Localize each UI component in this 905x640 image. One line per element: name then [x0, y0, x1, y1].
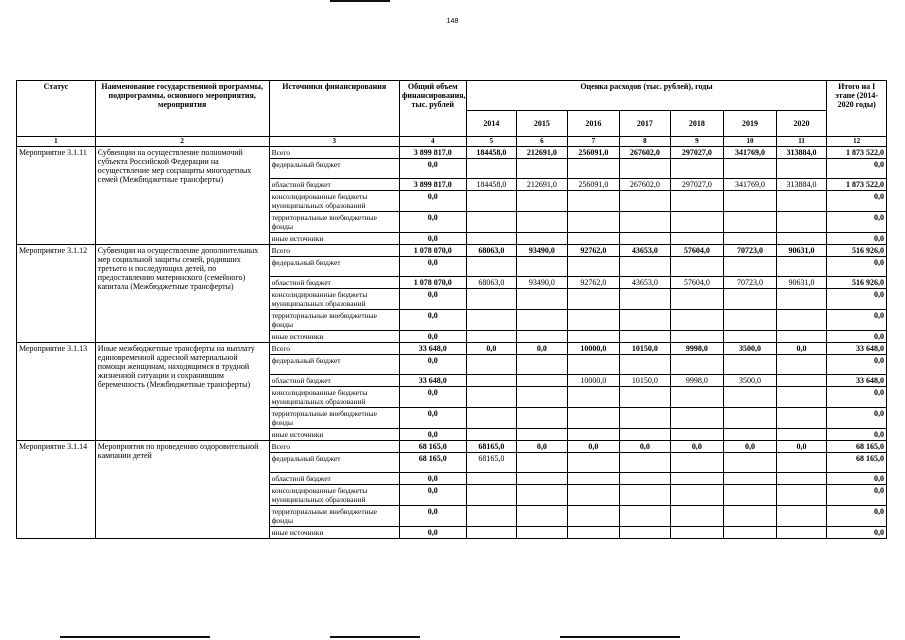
result-cell: 1 873 522,0	[827, 179, 887, 191]
year-value-cell: 9998,0	[670, 343, 724, 355]
year-value-cell	[517, 453, 568, 473]
scan-artifact-bottom-3	[560, 636, 680, 638]
year-value-cell	[567, 473, 620, 485]
source-cell: федеральный бюджет	[269, 257, 399, 277]
year-value-cell: 3500,0	[724, 343, 777, 355]
year-value-cell	[466, 331, 517, 343]
total-cell: 0,0	[399, 310, 466, 331]
scan-artifact-top	[330, 0, 390, 2]
table-body	[17, 147, 887, 539]
result-cell: 0,0	[827, 191, 887, 212]
year-value-cell	[466, 473, 517, 485]
year-value-cell	[567, 387, 620, 408]
header-total: Общий объем финансирования, тыс. рублей	[399, 81, 466, 137]
year-value-cell: 90631,0	[776, 277, 827, 289]
year-value-cell	[724, 387, 777, 408]
result-cell: 0,0	[827, 429, 887, 441]
total-cell: 0,0	[399, 506, 466, 527]
year-value-cell	[466, 408, 517, 429]
total-cell: 0,0	[399, 212, 466, 233]
year-value-cell	[567, 289, 620, 310]
result-cell: 0,0	[827, 257, 887, 277]
year-value-cell	[670, 506, 724, 527]
result-cell: 33 648,0	[827, 375, 887, 387]
name-cell: Субвенции на осуществление полномочий субъекта Российской Федерации на осуществление мер соцзащиты многодетных семей (Межбюджетные трансферты)	[95, 147, 269, 245]
result-cell: 0,0	[827, 506, 887, 527]
year-value-cell: 267602,0	[620, 147, 671, 159]
source-cell: Всего	[269, 147, 399, 159]
year-value-cell	[776, 355, 827, 375]
year-header-2015: 2015	[517, 111, 568, 137]
total-cell: 0,0	[399, 408, 466, 429]
year-value-cell	[724, 485, 777, 506]
source-cell: консолидированные бюджеты муниципальных образований	[269, 191, 399, 212]
year-value-cell: 0,0	[776, 343, 827, 355]
year-value-cell	[466, 310, 517, 331]
source-cell: консолидированные бюджеты муниципальных образований	[269, 485, 399, 506]
column-index-5: 5	[466, 137, 517, 147]
year-value-cell	[567, 159, 620, 179]
year-value-cell	[724, 453, 777, 473]
year-value-cell	[670, 257, 724, 277]
result-cell: 0,0	[827, 527, 887, 539]
year-header-2014: 2014	[466, 111, 517, 137]
year-value-cell	[670, 527, 724, 539]
year-value-cell	[620, 191, 671, 212]
column-index-10: 10	[724, 137, 777, 147]
source-cell: иные источники	[269, 429, 399, 441]
year-value-cell	[670, 233, 724, 245]
total-cell: 0,0	[399, 473, 466, 485]
year-value-cell: 184458,0	[466, 147, 517, 159]
year-value-cell: 92762,0	[567, 245, 620, 257]
year-value-cell: 0,0	[517, 441, 568, 453]
year-value-cell: 0,0	[567, 441, 620, 453]
year-value-cell	[517, 212, 568, 233]
year-value-cell	[776, 485, 827, 506]
year-value-cell	[776, 408, 827, 429]
source-cell: областной бюджет	[269, 277, 399, 289]
year-value-cell	[670, 212, 724, 233]
year-value-cell	[776, 453, 827, 473]
year-value-cell	[620, 429, 671, 441]
total-cell: 1 078 070,0	[399, 245, 466, 257]
result-cell: 0,0	[827, 310, 887, 331]
year-value-cell	[620, 310, 671, 331]
year-value-cell	[670, 408, 724, 429]
source-cell: иные источники	[269, 527, 399, 539]
result-cell: 33 648,0	[827, 343, 887, 355]
year-value-cell: 90631,0	[776, 245, 827, 257]
result-cell: 0,0	[827, 212, 887, 233]
year-value-cell	[776, 310, 827, 331]
year-value-cell: 9998,0	[670, 375, 724, 387]
year-value-cell	[724, 233, 777, 245]
year-value-cell	[517, 473, 568, 485]
year-value-cell	[567, 408, 620, 429]
year-value-cell	[466, 429, 517, 441]
year-value-cell: 0,0	[517, 343, 568, 355]
source-cell: консолидированные бюджеты муниципальных образований	[269, 387, 399, 408]
year-value-cell: 0,0	[670, 441, 724, 453]
result-cell: 0,0	[827, 485, 887, 506]
year-value-cell	[724, 289, 777, 310]
year-value-cell	[466, 159, 517, 179]
source-cell: областной бюджет	[269, 473, 399, 485]
column-index-3: 3	[269, 137, 399, 147]
year-value-cell	[466, 289, 517, 310]
result-cell: 0,0	[827, 473, 887, 485]
year-value-cell	[724, 159, 777, 179]
year-value-cell	[517, 387, 568, 408]
source-cell: Всего	[269, 245, 399, 257]
column-index-12: 12	[827, 137, 887, 147]
source-cell: федеральный бюджет	[269, 159, 399, 179]
year-value-cell	[620, 485, 671, 506]
year-value-cell	[466, 212, 517, 233]
year-value-cell	[776, 233, 827, 245]
page-number: 148	[446, 18, 459, 25]
name-cell: Иные межбюджетные трансферты на выплату единовременной адресной материальной помощи женщинам, находящимся в трудной жизненной ситуации и сохранившим беременность (Межбюджетные трансферты)	[95, 343, 269, 441]
year-value-cell	[670, 453, 724, 473]
year-value-cell	[776, 375, 827, 387]
header-sources: Источники финансирования	[269, 81, 399, 137]
status-cell: Мероприятие 3.1.11	[17, 147, 96, 245]
year-value-cell	[466, 506, 517, 527]
source-cell: федеральный бюджет	[269, 355, 399, 375]
year-value-cell	[517, 429, 568, 441]
result-cell: 516 926,0	[827, 277, 887, 289]
name-cell: Мероприятия по проведению оздоровительной кампании детей	[95, 441, 269, 539]
year-value-cell	[670, 159, 724, 179]
column-index-8: 8	[620, 137, 671, 147]
year-value-cell	[670, 355, 724, 375]
source-cell: иные источники	[269, 331, 399, 343]
total-cell: 0,0	[399, 289, 466, 310]
year-value-cell	[620, 387, 671, 408]
year-value-cell	[567, 453, 620, 473]
source-cell: Всего	[269, 343, 399, 355]
year-value-cell: 93490,0	[517, 277, 568, 289]
year-value-cell	[776, 429, 827, 441]
year-value-cell	[517, 159, 568, 179]
year-value-cell: 10000,0	[567, 343, 620, 355]
year-value-cell	[724, 355, 777, 375]
total-cell: 68 165,0	[399, 441, 466, 453]
source-cell: федеральный бюджет	[269, 453, 399, 473]
total-cell: 0,0	[399, 527, 466, 539]
year-value-cell	[567, 331, 620, 343]
year-value-cell	[466, 355, 517, 375]
year-value-cell: 0,0	[466, 343, 517, 355]
year-value-cell	[466, 233, 517, 245]
year-value-cell: 70723,0	[724, 245, 777, 257]
result-cell: 0,0	[827, 233, 887, 245]
year-value-cell	[620, 257, 671, 277]
year-value-cell	[567, 506, 620, 527]
total-cell: 0,0	[399, 355, 466, 375]
year-value-cell	[517, 289, 568, 310]
year-value-cell	[724, 527, 777, 539]
header-name: Наименование государственной программы, подпрограммы, основного мероприятия, мероприятия	[95, 81, 269, 137]
total-cell: 0,0	[399, 257, 466, 277]
year-value-cell	[670, 387, 724, 408]
status-cell: Мероприятие 3.1.13	[17, 343, 96, 441]
column-index-7: 7	[567, 137, 620, 147]
year-value-cell	[724, 408, 777, 429]
year-value-cell: 0,0	[776, 441, 827, 453]
year-value-cell	[670, 310, 724, 331]
year-value-cell	[724, 310, 777, 331]
year-value-cell	[466, 191, 517, 212]
result-cell: 0,0	[827, 159, 887, 179]
year-value-cell	[466, 387, 517, 408]
table-row	[17, 343, 887, 355]
budget-table	[16, 80, 887, 539]
year-value-cell	[567, 212, 620, 233]
total-cell: 3 899 817,0	[399, 179, 466, 191]
result-cell: 0,0	[827, 387, 887, 408]
year-value-cell	[776, 289, 827, 310]
year-value-cell	[517, 257, 568, 277]
year-value-cell	[517, 506, 568, 527]
year-value-cell	[724, 506, 777, 527]
year-value-cell: 68063,0	[466, 245, 517, 257]
year-value-cell: 3500,0	[724, 375, 777, 387]
year-value-cell	[620, 506, 671, 527]
year-value-cell	[776, 191, 827, 212]
name-cell: Субвенции на осуществление дополнительных мер социальной защиты семей, родивших третьего и последующих детей, по предоставлению материнского (семейного) капитала (Межбюджетные трансферты)	[95, 245, 269, 343]
source-cell: территориальные внебюджетные фонды	[269, 212, 399, 233]
year-value-cell	[466, 375, 517, 387]
year-value-cell: 212691,0	[517, 147, 568, 159]
result-cell: 0,0	[827, 408, 887, 429]
year-value-cell	[466, 527, 517, 539]
status-cell: Мероприятие 3.1.14	[17, 441, 96, 539]
year-value-cell	[517, 408, 568, 429]
year-value-cell	[776, 212, 827, 233]
year-value-cell: 0,0	[620, 441, 671, 453]
year-value-cell	[776, 473, 827, 485]
result-cell: 0,0	[827, 355, 887, 375]
result-cell: 0,0	[827, 289, 887, 310]
year-value-cell: 184458,0	[466, 179, 517, 191]
year-value-cell	[670, 473, 724, 485]
table-row	[17, 147, 887, 159]
year-value-cell	[724, 473, 777, 485]
source-cell: Всего	[269, 441, 399, 453]
total-cell: 33 648,0	[399, 343, 466, 355]
year-value-cell: 10150,0	[620, 375, 671, 387]
year-value-cell	[670, 289, 724, 310]
year-value-cell: 43653,0	[620, 245, 671, 257]
total-cell: 0,0	[399, 159, 466, 179]
year-value-cell: 92762,0	[567, 277, 620, 289]
total-cell: 0,0	[399, 485, 466, 506]
year-header-2018: 2018	[670, 111, 724, 137]
year-value-cell: 10000,0	[567, 375, 620, 387]
year-value-cell: 57604,0	[670, 245, 724, 257]
year-value-cell: 70723,0	[724, 277, 777, 289]
year-value-cell	[517, 527, 568, 539]
year-value-cell	[776, 331, 827, 343]
total-cell: 0,0	[399, 429, 466, 441]
total-cell: 68 165,0	[399, 453, 466, 473]
scan-artifact-bottom-2	[330, 636, 420, 638]
year-value-cell	[776, 159, 827, 179]
year-header-2020: 2020	[776, 111, 827, 137]
result-cell: 68 165,0	[827, 453, 887, 473]
total-cell: 33 648,0	[399, 375, 466, 387]
year-value-cell	[776, 387, 827, 408]
column-index-9: 9	[670, 137, 724, 147]
year-value-cell: 297027,0	[670, 179, 724, 191]
source-cell: консолидированные бюджеты муниципальных образований	[269, 289, 399, 310]
year-value-cell	[620, 233, 671, 245]
year-value-cell	[567, 310, 620, 331]
column-index-6: 6	[517, 137, 568, 147]
year-value-cell	[776, 257, 827, 277]
total-cell: 3 899 817,0	[399, 147, 466, 159]
year-value-cell	[776, 527, 827, 539]
table-row	[17, 441, 887, 453]
year-value-cell: 297027,0	[670, 147, 724, 159]
year-value-cell	[724, 331, 777, 343]
year-value-cell	[620, 473, 671, 485]
year-value-cell	[517, 310, 568, 331]
year-value-cell	[620, 355, 671, 375]
year-value-cell	[620, 289, 671, 310]
total-cell: 0,0	[399, 331, 466, 343]
year-header-2016: 2016	[567, 111, 620, 137]
year-value-cell	[567, 191, 620, 212]
year-value-cell	[567, 429, 620, 441]
year-header-2017: 2017	[620, 111, 671, 137]
year-value-cell	[620, 527, 671, 539]
total-cell: 0,0	[399, 233, 466, 245]
source-cell: территориальные внебюджетные фонды	[269, 408, 399, 429]
year-value-cell: 10150,0	[620, 343, 671, 355]
year-value-cell: 57604,0	[670, 277, 724, 289]
year-value-cell	[517, 375, 568, 387]
column-index-11: 11	[776, 137, 827, 147]
header-status: Статус	[17, 81, 96, 137]
year-value-cell	[567, 233, 620, 245]
year-value-cell	[567, 355, 620, 375]
year-value-cell: 256091,0	[567, 179, 620, 191]
year-value-cell	[466, 485, 517, 506]
total-cell: 0,0	[399, 191, 466, 212]
scan-artifact-bottom-1	[60, 636, 210, 638]
year-value-cell	[517, 485, 568, 506]
year-value-cell	[670, 331, 724, 343]
year-value-cell	[670, 429, 724, 441]
year-value-cell: 93490,0	[517, 245, 568, 257]
year-value-cell	[517, 355, 568, 375]
year-value-cell: 0,0	[724, 441, 777, 453]
year-value-cell	[567, 257, 620, 277]
year-header-2019: 2019	[724, 111, 777, 137]
source-cell: территориальные внебюджетные фонды	[269, 310, 399, 331]
year-value-cell	[517, 233, 568, 245]
source-cell: территориальные внебюджетные фонды	[269, 506, 399, 527]
column-index-2: 2	[95, 137, 269, 147]
year-value-cell	[724, 191, 777, 212]
total-cell: 0,0	[399, 387, 466, 408]
year-value-cell: 68165,0	[466, 453, 517, 473]
year-value-cell	[620, 159, 671, 179]
year-value-cell	[620, 453, 671, 473]
year-value-cell	[776, 506, 827, 527]
year-value-cell: 267602,0	[620, 179, 671, 191]
year-value-cell	[620, 408, 671, 429]
header-estimate: Оценка расходов (тыс. рублей), годы	[466, 81, 827, 111]
year-value-cell: 43653,0	[620, 277, 671, 289]
result-cell: 0,0	[827, 331, 887, 343]
source-cell: областной бюджет	[269, 375, 399, 387]
year-value-cell: 68063,0	[466, 277, 517, 289]
year-value-cell	[517, 191, 568, 212]
year-value-cell	[567, 485, 620, 506]
year-value-cell	[466, 257, 517, 277]
table-row	[17, 245, 887, 257]
year-value-cell	[567, 527, 620, 539]
year-value-cell: 341769,0	[724, 147, 777, 159]
year-value-cell: 313884,0	[776, 147, 827, 159]
year-value-cell: 341769,0	[724, 179, 777, 191]
year-value-cell	[670, 191, 724, 212]
source-cell: иные источники	[269, 233, 399, 245]
year-value-cell: 68165,0	[466, 441, 517, 453]
result-cell: 516 926,0	[827, 245, 887, 257]
year-value-cell	[724, 429, 777, 441]
result-cell: 1 873 522,0	[827, 147, 887, 159]
year-value-cell	[620, 212, 671, 233]
year-value-cell: 313884,0	[776, 179, 827, 191]
status-cell: Мероприятие 3.1.12	[17, 245, 96, 343]
column-index-1: 1	[17, 137, 96, 147]
year-value-cell: 212691,0	[517, 179, 568, 191]
index-row	[17, 137, 887, 147]
year-value-cell	[620, 331, 671, 343]
year-value-cell	[724, 257, 777, 277]
year-value-cell: 256091,0	[567, 147, 620, 159]
source-cell: областной бюджет	[269, 179, 399, 191]
header-result: Итого на I этапе (2014-2020 годы)	[827, 81, 887, 137]
year-value-cell	[670, 485, 724, 506]
year-value-cell	[724, 212, 777, 233]
column-index-4: 4	[399, 137, 466, 147]
year-value-cell	[517, 331, 568, 343]
result-cell: 68 165,0	[827, 441, 887, 453]
total-cell: 1 078 070,0	[399, 277, 466, 289]
